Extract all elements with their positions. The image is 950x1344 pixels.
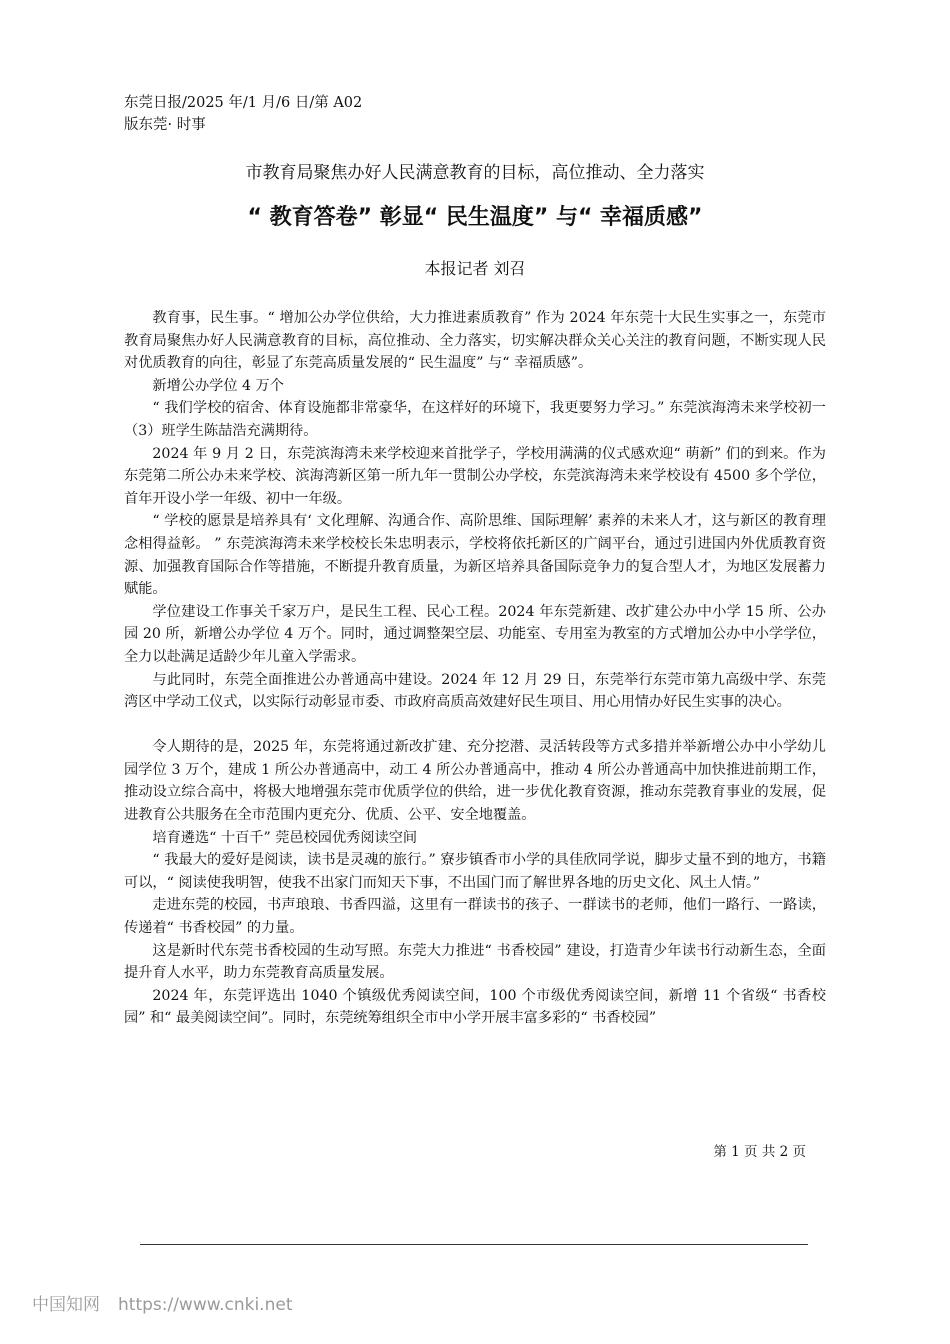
paragraph: 令人期待的是，2025 年，东莞将通过新改扩建、充分挖潜、灵活转段等方式多措并举新增公办中小学幼儿园学位 3 万个，建成 1 所公办普通高中，动工 4 所公办普通高中，推动 4 所公办普通高中加快推进前期工作，推动设立综合高中，将极大地增强东莞市优质学位的供给，进一步优化教育资源，推动东莞教育事业的发展，促进教育公共服务在全市范围内更充分、优质、公平、安全地覆盖。 bbox=[124, 739, 826, 824]
watermark-brand: 中国知网 bbox=[32, 1295, 100, 1315]
source-info bbox=[124, 92, 424, 136]
article-kicker: 市教育局聚焦办好人民满意教育的目标，高位推动、全力落实 bbox=[245, 163, 705, 183]
source-line-2: 版东莞· 时事 bbox=[124, 117, 206, 133]
source-line-1: 东莞日报/2025 年/1 月/6 日/第 A02 bbox=[124, 95, 363, 111]
article-byline: 本报记者 刘召 bbox=[424, 259, 526, 278]
paragraph: 这是新时代东莞书香校园的生动写照。东莞大力推进“ 书香校园” 建设，打造青少年读书行动新生态，全面提升育人水平，助力东莞教育高质量发展。 bbox=[124, 942, 826, 982]
cnki-watermark bbox=[32, 1292, 310, 1318]
watermark-url: https://www.cnki.net bbox=[118, 1295, 293, 1315]
section-heading: 新增公办学位 4 万个 bbox=[152, 377, 284, 394]
paragraph: 走进东莞的校园，书声琅琅、书香四溢，这里有一群读书的孩子、一群读书的老师，他们一路行、一路读，传递着“ 书香校园” 的力量。 bbox=[124, 897, 826, 937]
article-body bbox=[124, 307, 826, 1030]
section-heading: 培育遴选“ 十百千” 莞邑校园优秀阅读空间 bbox=[152, 829, 418, 846]
paragraph: 2024 年，东莞评选出 1040 个镇级优秀阅读空间，100 个市级优秀阅读空间，新增 11 个省级“ 书香校园” 和“ 最美阅读空间”。同时，东莞统筹组织全市中小学开展丰富多彩的“ 书香校园” bbox=[124, 987, 826, 1027]
paragraph: 2024 年 9 月 2 日，东莞滨海湾未来学校迎来首批学子，学校用满满的仪式感欢迎“ 萌新” 们的到来。作为东莞第二所公办未来学校、滨海湾新区第一所九年一贯制公办学校，东莞滨海湾未来学校设有 4500 多个学位，首年开设小学一年级、初中一年级。 bbox=[124, 445, 826, 507]
paragraph: “ 学校的愿景是培养具有‘ 文化理解、沟通合作、高阶思维、国际理解’ 素养的未来人才，这与新区的教育理念相得益彰。 ” 东莞滨海湾未来学校校长朱忠明表示，学校将依托新区的广阔平台，通过引进国内外优质教育资源、加强教育国际合作等措施，不断提升教育质量，为新区培养具备国际竞争力的复合型人才，为地区发展蓄力赋能。 bbox=[124, 513, 826, 598]
paragraph: 学位建设工作事关千家万户，是民生工程、民心工程。2024 年东莞新建、改扩建公办中小学 15 所、公办园 20 所，新增公办学位 4 万个。同时，通过调整架空层、功能室、专用室为教室的方式增加公办中小学学位，全力以赴满足适龄少年儿童入学需求。 bbox=[124, 603, 826, 665]
paragraph: 教育事，民生事。“ 增加公办学位供给，大力推进素质教育” 作为 2024 年东莞十大民生实事之一，东莞市教育局聚焦办好人民满意教育的目标，高位推动、全力落实，切实解决群众关心关注的教育问题，不断实现人民对优质教育的向往，彰显了东莞高质量发展的“ 民生温度” 与“ 幸福质感”。 bbox=[124, 310, 826, 372]
article-title: “ 教育答卷” 彰显“ 民生温度” 与“ 幸福质感” bbox=[247, 205, 703, 230]
paragraph: 与此同时，东莞全面推进公办普通高中建设。2024 年 12 月 29 日，东莞举行东莞市第九高级中学、东莞湾区中学动工仪式，以实际行动彰显市委、市政府高质高效建好民生项目、用心用情办好民生实事的决心。 bbox=[124, 671, 826, 711]
paragraph: “ 我们学校的宿舍、体育设施都非常豪华，在这样好的环境下，我更要努力学习。” 东莞滨海湾未来学校初一（3）班学生陈喆浩充满期待。 bbox=[124, 400, 826, 439]
footer-divider bbox=[140, 1244, 808, 1245]
page-number: 第 1 页 共 2 页 bbox=[713, 1144, 806, 1160]
paragraph: “ 我最大的爱好是阅读，读书是灵魂的旅行。” 寮步镇香市小学的具佳欣同学说，脚步丈量不到的地方，书籍可以，“ 阅读使我明智，使我不出家门而知天下事，不出国门而了解世界各地的历史文化、风土人情。” bbox=[124, 852, 826, 891]
paragraph-gap bbox=[124, 714, 826, 737]
